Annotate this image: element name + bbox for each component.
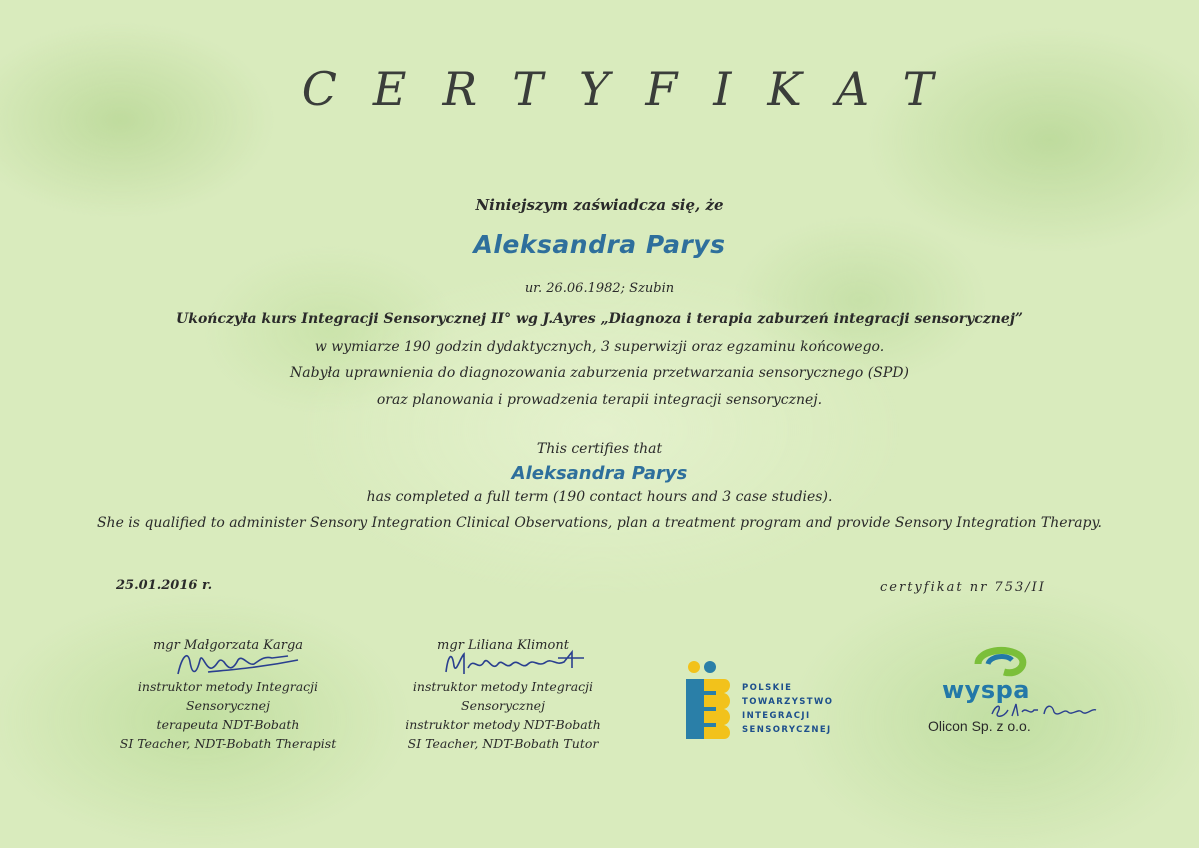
- intro-text: Niniejszym zaświadcza się, że: [475, 196, 724, 214]
- english-recipient-name: Aleksandra Parys: [511, 463, 688, 484]
- issue-date: 25.01.2016 r.: [116, 578, 213, 593]
- signatory-title-line: instruktor metody NDT-Bobath: [405, 717, 601, 732]
- english-qualified-line: She is qualified to administer Sensory Integration Clinical Observations, plan a treatment program and provide Sensory Integration Therapy.: [96, 515, 1103, 531]
- signatory-title-line: Sensorycznej: [461, 698, 545, 713]
- certificate-number: certyfikat nr 753/II: [880, 580, 1046, 595]
- english-completed-line: has completed a full term (190 contact hours and 3 case studies).: [366, 489, 833, 505]
- handwritten-signature-1: [168, 646, 308, 680]
- therapy-line: oraz planowania i prowadzenia terapii integracji sensorycznej.: [376, 392, 823, 408]
- signatory-title-line: SI Teacher, NDT-Bobath Tutor: [407, 736, 599, 751]
- signatory-title-line: instruktor metody Integracji: [412, 679, 594, 694]
- signatory-2: [388, 636, 618, 753]
- signatory-name: mgr Liliana Klimont: [437, 638, 569, 653]
- english-certifies: This certifies that: [536, 441, 663, 457]
- qualification-line: Nabyła uprawnienia do diagnozowania zaburzenia przetwarzania sensorycznego (SPD): [290, 365, 909, 381]
- recipient-name: Aleksandra Parys: [473, 230, 726, 259]
- certificate-title: CERTYFIKAT: [301, 62, 970, 116]
- ptis-logo-icon: [680, 655, 740, 745]
- signatory-title-line: Sensorycznej: [186, 698, 270, 713]
- signatory-name: mgr Małgorzata Karga: [152, 638, 304, 653]
- hours-line: w wymiarze 190 godzin dydaktycznych, 3 superwizji oraz egzaminu końcowego.: [314, 339, 885, 355]
- signatory-title-line: SI Teacher, NDT-Bobath Therapist: [119, 736, 337, 751]
- wyspa-wordmark: wyspa: [942, 676, 1030, 704]
- course-line: Ukończyła kurs Integracji Sensorycznej II° wg J.Ayres „Diagnoza i terapia zaburzeń integracji sensorycznej”: [176, 311, 1023, 327]
- signatory-title-line: terapeuta NDT-Bobath: [156, 717, 300, 732]
- signatory-title-line: instruktor metody Integracji: [137, 679, 319, 694]
- company-name: Olicon Sp. z o.o.: [928, 718, 1031, 734]
- ptis-logo: [680, 655, 860, 745]
- wyspa-logo: [918, 640, 1108, 740]
- birth-info: ur. 26.06.1982; Szubin: [524, 281, 675, 296]
- ptis-logo-text: POLSKIE TOWARZYSTWO INTEGRACJI SENSORYCZNEJ: [742, 683, 834, 735]
- signatory-1: [108, 636, 348, 753]
- handwritten-signature-2: [438, 646, 588, 680]
